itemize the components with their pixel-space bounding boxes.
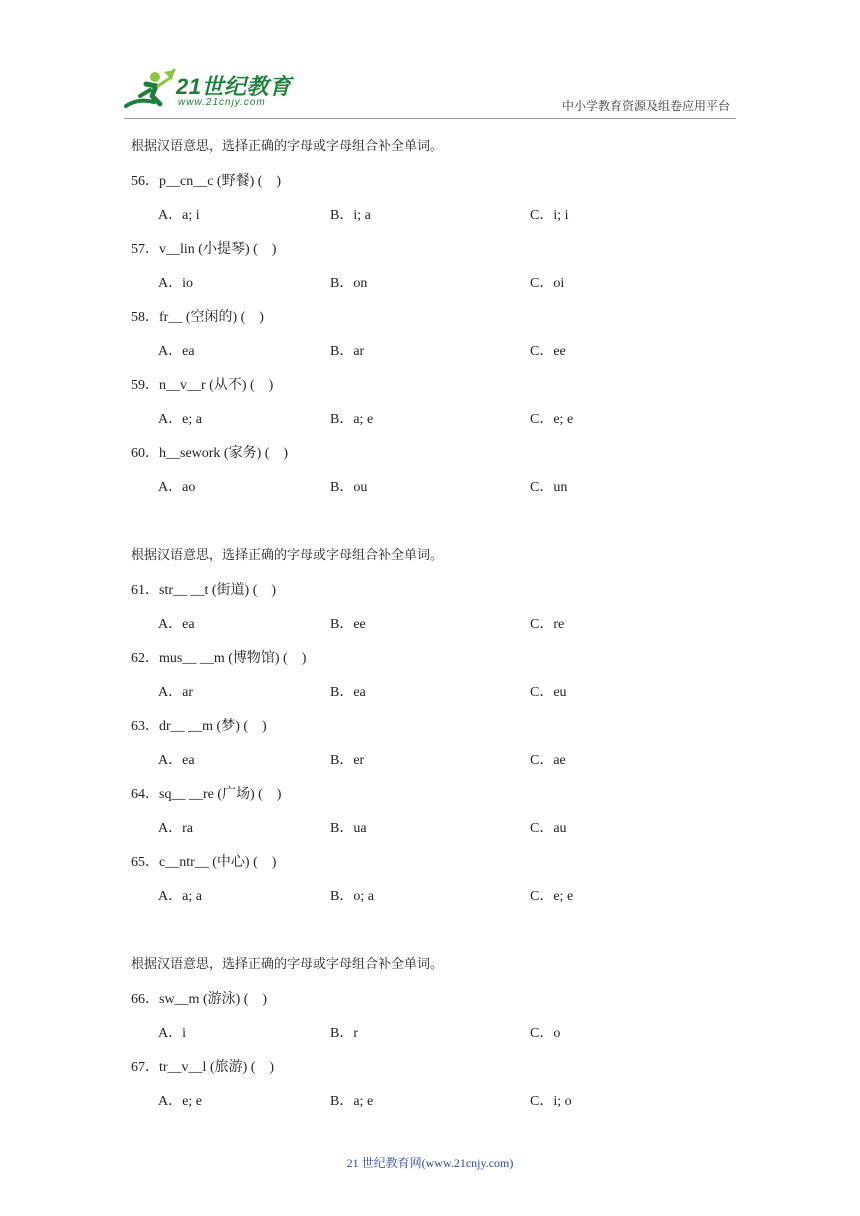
- header-divider: [124, 118, 736, 119]
- option-b: B．ee: [330, 617, 366, 632]
- logo: [124, 68, 294, 114]
- question-66-options: [131, 1020, 731, 1054]
- question-67-options: [131, 1088, 731, 1122]
- option-c: C．re: [530, 617, 565, 632]
- exercise-content: [131, 134, 731, 1122]
- question-64-options: [131, 815, 731, 849]
- question-63: 63．dr__ __m (梦) ( ): [131, 719, 267, 734]
- question-67: 67．tr__v__l (旅游) ( ): [131, 1060, 275, 1075]
- option-c: C．e; e: [530, 412, 574, 427]
- option-b: B．ar: [330, 344, 365, 359]
- section-instruction: 根据汉语意思，选择正确的字母或字母组合补全单词。: [131, 139, 444, 154]
- option-c: C．e; e: [530, 889, 574, 904]
- option-b: B．ea: [330, 685, 366, 700]
- runner-logo-icon: [124, 68, 176, 112]
- section-instruction: 根据汉语意思，选择正确的字母或字母组合补全单词。: [131, 548, 444, 563]
- question-59-options: [131, 406, 731, 440]
- question-64: 64．sq__ __re (广场) ( ): [131, 787, 282, 802]
- question-56-options: [131, 202, 731, 236]
- option-b: B．ou: [330, 480, 368, 495]
- option-a: A．io: [158, 276, 193, 291]
- question-58-options: [131, 338, 731, 372]
- header-tagline: 中小学教育资源及组卷应用平台: [561, 99, 730, 113]
- option-c: C．oi: [530, 276, 565, 291]
- option-c: C．i; o: [530, 1094, 572, 1109]
- question-62-options: [131, 679, 731, 713]
- question-61-options: [131, 611, 731, 645]
- option-b: B．r: [330, 1026, 358, 1041]
- option-c: C．o: [530, 1026, 561, 1041]
- question-59: 59．n__v__r (从不) ( ): [131, 378, 274, 393]
- option-a: A．e; a: [158, 412, 202, 427]
- exercise-section-1: [131, 134, 731, 508]
- option-b: B．ua: [330, 821, 367, 836]
- option-b: B．o; a: [330, 889, 374, 904]
- option-a: A．e; e: [158, 1094, 202, 1109]
- section-instruction: 根据汉语意思，选择正确的字母或字母组合补全单词。: [131, 957, 444, 972]
- option-a: A．ao: [158, 480, 196, 495]
- question-65: 65．c__ntr__ (中心) ( ): [131, 855, 277, 870]
- question-63-options: [131, 747, 731, 781]
- logo-url: www.21cnjy.com: [178, 97, 266, 108]
- option-a: A．ra: [158, 821, 193, 836]
- option-c: C．eu: [530, 685, 567, 700]
- question-66: 66．sw__m (游泳) ( ): [131, 992, 268, 1007]
- question-62: 62．mus__ __m (博物馆) ( ): [131, 651, 307, 666]
- question-65-options: [131, 883, 731, 917]
- option-b: B．a; e: [330, 412, 374, 427]
- option-b: B．a; e: [330, 1094, 374, 1109]
- option-c: C．i; i: [530, 208, 569, 223]
- page-footer: 21 世纪教育网(www.21cnjy.com): [346, 1156, 514, 1170]
- logo-text: 21世纪教育: [176, 74, 292, 99]
- option-a: A．a; a: [158, 889, 202, 904]
- option-b: B．er: [330, 753, 365, 768]
- option-c: C．ee: [530, 344, 566, 359]
- question-57-options: [131, 270, 731, 304]
- option-a: A．ar: [158, 685, 193, 700]
- question-61: 61．str__ __t (街道) ( ): [131, 583, 277, 598]
- option-c: C．un: [530, 480, 568, 495]
- page-header: [0, 0, 860, 120]
- option-a: A．ea: [158, 753, 195, 768]
- option-b: B．on: [330, 276, 368, 291]
- question-57: 57．v__lin (小提琴) ( ): [131, 242, 277, 257]
- option-a: A．ea: [158, 344, 195, 359]
- option-a: A．a; i: [158, 208, 200, 223]
- option-a: A．ea: [158, 617, 195, 632]
- question-56: 56．p__cn__c (野餐) ( ): [131, 174, 282, 189]
- option-a: A．i: [158, 1026, 186, 1041]
- option-c: C．au: [530, 821, 567, 836]
- option-c: C．ae: [530, 753, 566, 768]
- question-60-options: [131, 474, 731, 508]
- exercise-section-3: [131, 952, 731, 1122]
- question-60: 60．h__sework (家务) ( ): [131, 446, 289, 461]
- question-58: 58．fr__ (空闲的) ( ): [131, 310, 264, 325]
- exercise-section-2: [131, 543, 731, 917]
- option-b: B．i; a: [330, 208, 371, 223]
